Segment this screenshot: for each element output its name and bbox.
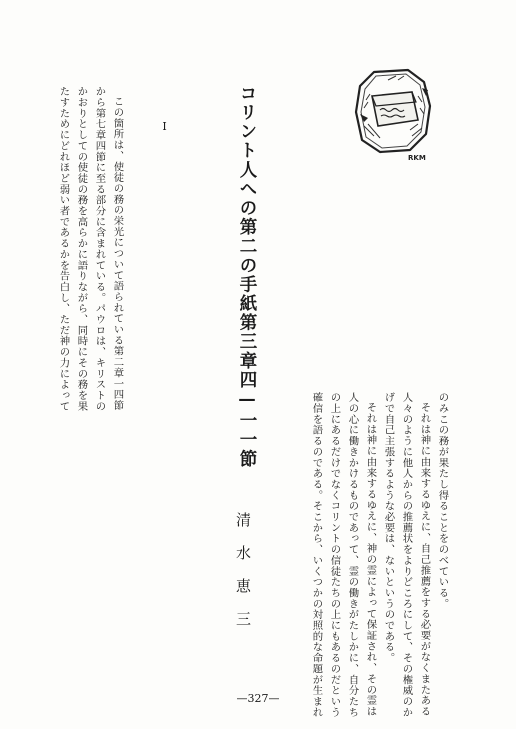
article-title: コリント人への第二の手紙第三章四—一一節 <box>237 84 257 469</box>
lower-paragraph-line: 人の心に働きかけるものであって、霊の働きがたしかに、自分たち <box>346 392 359 718</box>
upper-paragraph-line: かおりとしての使徒の務を高らかに語りながら、同時にその務を果 <box>75 86 88 412</box>
sketch-illustration-icon <box>352 66 434 162</box>
lower-paragraph-line: それは神に由来するゆえに、神の霊によって保証され、その霊は <box>364 402 377 717</box>
lower-paragraph-line: それは神に由来するゆえに、自己推薦をする必要がなくまたある <box>418 402 431 717</box>
upper-paragraph-line: この箇所は、使徒の務の栄光について語られている第二章一四節 <box>111 96 124 411</box>
illustration-signature: RKM <box>408 154 426 162</box>
section-marker: I <box>158 120 171 133</box>
upper-paragraph-line: たすためにどれほど弱い者であるかを告白し、ただ神の力によって <box>57 86 70 412</box>
lower-paragraph-line: げで自己主張するような必要は、ないというのである。 <box>382 392 395 664</box>
page-number: —327— <box>236 692 280 705</box>
upper-paragraph-line: から第七章四節に至る部分に含まれている。パウロは、キリストの <box>93 86 106 412</box>
lower-paragraph-line: 確信を語るのである。そこから、いくつかの対照的な命題が生まれ <box>310 392 323 718</box>
lower-paragraph-line: 人々のように他人からの推薦状をよりどころにして、その権威のか <box>400 392 413 718</box>
author-name: 清水恵三 <box>234 512 252 644</box>
lower-paragraph-line: の上にあるだけでなくコリントの信徒たちの上にもあるのだという <box>328 392 341 718</box>
lower-paragraph-line: のみこの務が果たし得ることをのべている。 <box>436 392 449 609</box>
